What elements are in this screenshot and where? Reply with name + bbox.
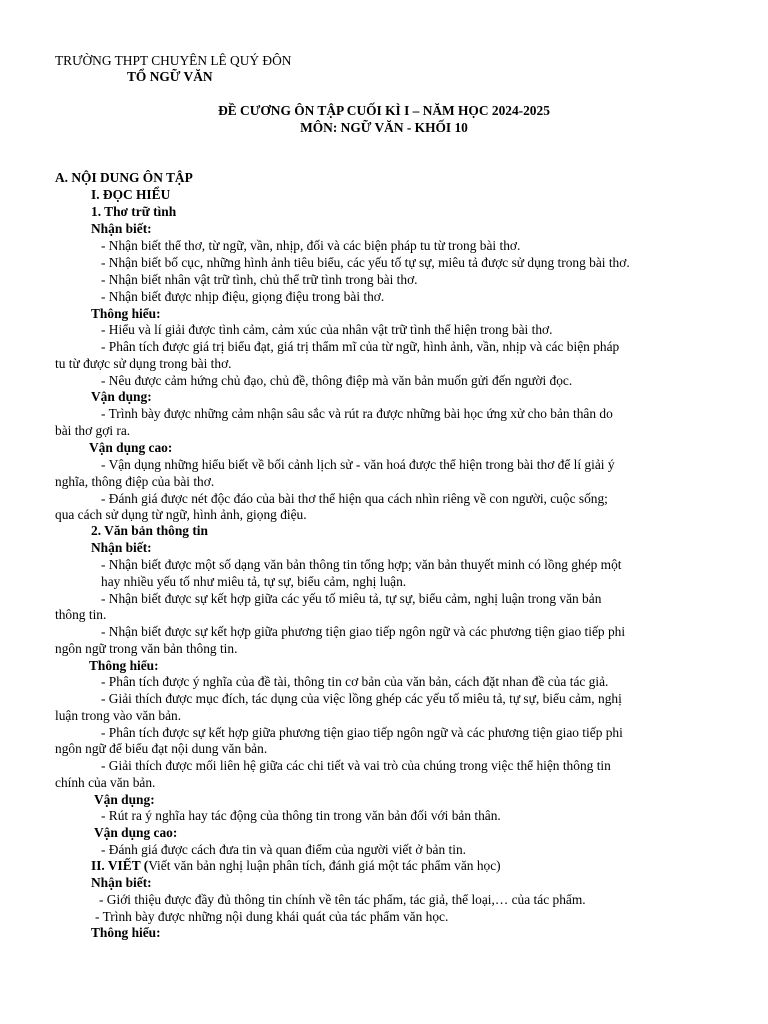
writing-recognition-label: Nhận biết: (91, 875, 152, 890)
document-subtitle: MÔN: NGỮ VĂN - KHỐI 10 (300, 120, 468, 135)
info-advanced-label: Vận dụng cao: (94, 825, 178, 840)
poetry-advanced-item-cont: qua cách sử dụng từ ngữ, hình ảnh, giọng điệu. (55, 507, 307, 522)
info-recognition-label: Nhận biết: (91, 540, 152, 555)
poetry-comprehension-item: - Nêu được cảm hứng chủ đạo, chủ đề, thông điệp mà văn bản muốn gửi đến người đọc. (101, 373, 573, 388)
info-recognition-item: - Nhận biết được sự kết hợp giữa các yếu tố miêu tả, tự sự, biểu cảm, nghị luận trong văn bản (101, 591, 602, 606)
info-comprehension-item: - Giải thích được mục đích, tác dụng của việc lồng ghép các yếu tố miêu tả, tự sự, biểu cảm, nghị (101, 691, 622, 706)
part-2-heading (91, 857, 501, 874)
poetry-comprehension-item: - Phân tích được giá trị biểu đạt, giá trị thẩm mĩ của từ ngữ, hình ảnh, vần, nhịp và các biện pháp (101, 339, 620, 354)
part-2-heading-note: Viết văn bản nghị luận phân tích, đánh giá một tác phẩm văn học) (148, 858, 501, 873)
poetry-recognition-item: - Nhận biết nhân vật trữ tình, chủ thể trữ tình trong bài thơ. (101, 272, 418, 287)
info-comprehension-item-cont: luận trong vào văn bản. (55, 708, 182, 723)
poetry-recognition-item: - Nhận biết thể thơ, từ ngữ, vần, nhịp, đối và các biện pháp tu từ trong bài thơ. (101, 238, 521, 253)
info-recognition-item-cont: ngôn ngữ trong văn bản thông tin. (55, 641, 238, 656)
school-name: TRƯỜNG THPT CHUYÊN LÊ QUÝ ĐÔN (55, 53, 292, 68)
poetry-application-item: - Trình bày được những cảm nhận sâu sắc và rút ra được những bài học ứng xử cho bản thân do (101, 406, 613, 421)
department-name: TỔ NGỮ VĂN (127, 69, 213, 84)
info-comprehension-item-cont: ngôn ngữ để biểu đạt nội dung văn bản. (55, 741, 268, 756)
poetry-advanced-item: - Vận dụng những hiểu biết về bối cảnh lịch sử - văn hoá được thể hiện trong bài thơ để lí giải ý (101, 457, 615, 472)
info-recognition-item-cont: thông tin. (55, 607, 107, 622)
info-advanced-item: - Đánh giá được cách đưa tin và quan điểm của người viết ở bản tin. (101, 842, 467, 857)
poetry-comprehension-item-cont: tu từ được sử dụng trong bài thơ. (55, 356, 232, 371)
document-title: ĐỀ CƯƠNG ÔN TẬP CUỐI KÌ I – NĂM HỌC 2024-2025 (218, 103, 550, 118)
poetry-application-item-cont: bài thơ gợi ra. (55, 423, 131, 438)
section-a-heading: A. NỘI DUNG ÔN TẬP (55, 170, 193, 185)
info-application-label: Vận dụng: (94, 792, 155, 807)
poetry-recognition-item: - Nhận biết được nhịp điệu, giọng điệu trong bài thơ. (101, 289, 385, 304)
poetry-advanced-item-cont: nghĩa, thông điệp của bài thơ. (55, 474, 215, 489)
part-2-heading-label: II. VIẾT ( (91, 858, 149, 873)
info-comprehension-item-cont: chính của văn bản. (55, 775, 156, 790)
info-comprehension-item: - Phân tích được ý nghĩa của đề tài, thông tin cơ bản của văn bản, cách đặt nhan đề của tác giả. (101, 674, 609, 689)
info-recognition-item: - Nhận biết được sự kết hợp giữa phương tiện giao tiếp ngôn ngữ và các phương tiện giao tiếp phi (101, 624, 626, 639)
poetry-advanced-label: Vận dụng cao: (89, 440, 173, 455)
poetry-application-label: Vận dụng: (91, 389, 152, 404)
info-recognition-item-cont: hay nhiều yếu tố như miêu tả, tự sự, biểu cảm, nghị luận. (101, 574, 407, 589)
info-comprehension-item: - Giải thích được mối liên hệ giữa các chi tiết và vai trò của chúng trong việc thể hiện thông tin (101, 758, 611, 773)
part-1-heading: I. ĐỌC HIỂU (91, 187, 171, 202)
writing-recognition-item: - Giới thiệu được đầy đủ thông tin chính về tên tác phẩm, tác giả, thể loại,… của tác phẩm. (99, 892, 586, 907)
info-recognition-item: - Nhận biết được một số dạng văn bản thông tin tổng hợp; văn bản thuyết minh có lồng ghép một (101, 557, 622, 572)
info-application-item: - Rút ra ý nghĩa hay tác động của thông tin trong văn bản đối với bản thân. (101, 808, 501, 823)
info-comprehension-label: Thông hiểu: (89, 658, 159, 673)
poetry-recognition-label: Nhận biết: (91, 221, 152, 236)
poetry-comprehension-label: Thông hiểu: (91, 306, 161, 321)
writing-recognition-item: - Trình bày được những nội dung khái quát của tác phẩm văn học. (95, 909, 449, 924)
poetry-advanced-item: - Đánh giá được nét độc đáo của bài thơ thể hiện qua cách nhìn riêng về con người, cuộc sống; (101, 491, 608, 506)
writing-comprehension-label: Thông hiểu: (91, 925, 161, 940)
info-text-heading: 2. Văn bản thông tin (91, 523, 208, 538)
poetry-heading: 1. Thơ trữ tình (91, 204, 177, 219)
info-comprehension-item: - Phân tích được sự kết hợp giữa phương tiện giao tiếp ngôn ngữ và các phương tiện giao tiếp phi (101, 725, 623, 740)
poetry-recognition-item: - Nhận biết bố cục, những hình ảnh tiêu biểu, các yếu tố tự sự, miêu tả được sử dụng trong bài thơ. (101, 255, 630, 270)
poetry-comprehension-item: - Hiểu và lí giải được tình cảm, cảm xúc của nhân vật trữ tình thể hiện trong bài thơ. (101, 322, 553, 337)
